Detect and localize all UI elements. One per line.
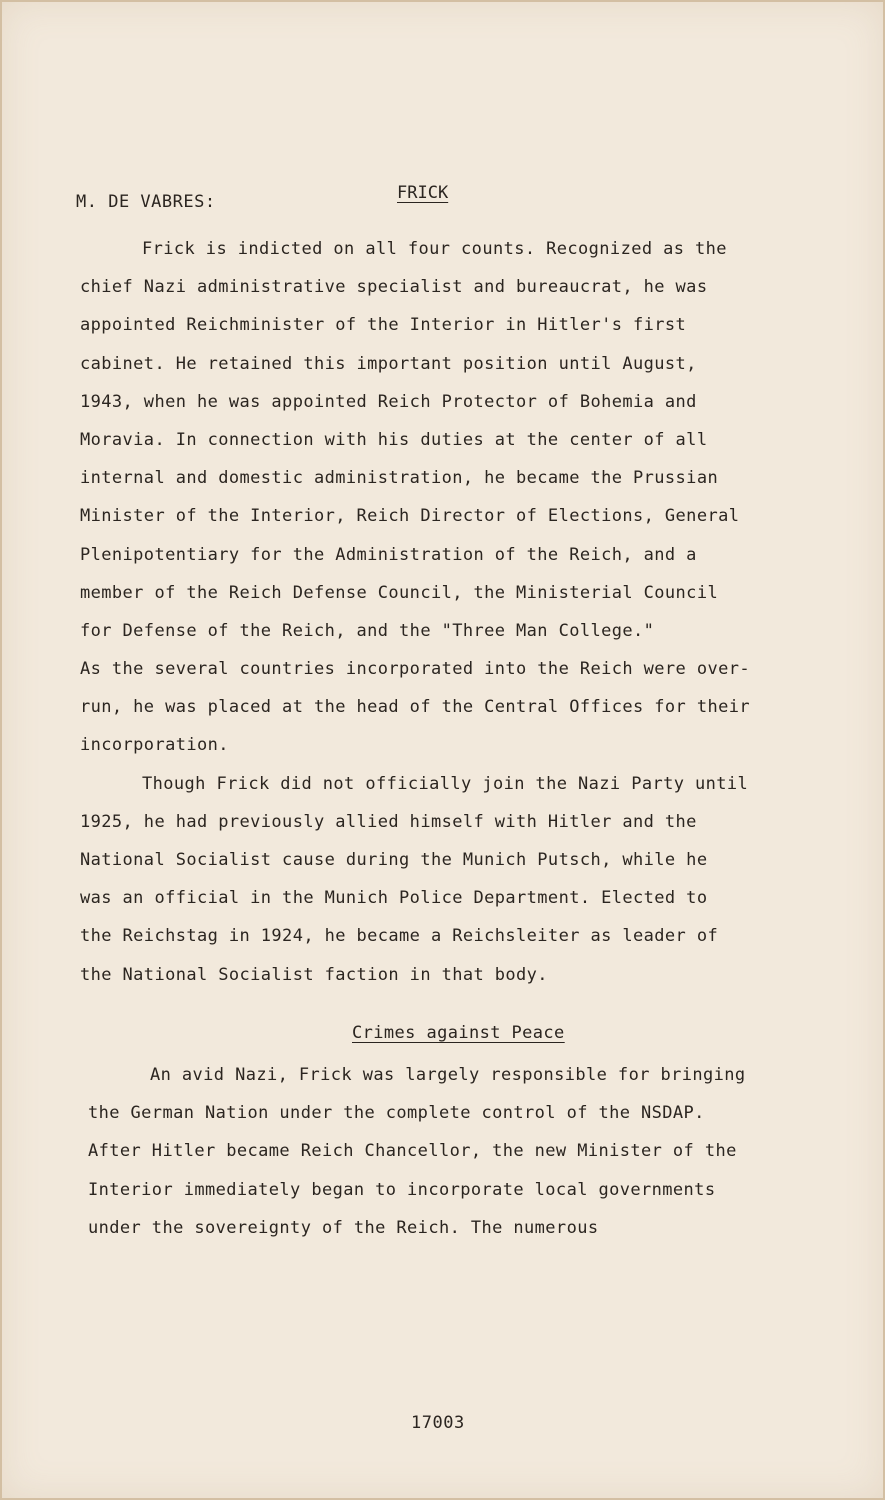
text-line: the German Nation under the complete control of the NSDAP. [88,1103,705,1124]
text-line: Though Frick did not officially join the Nazi Party until [142,773,749,794]
text-line: was an official in the Munich Police Department. Elected to [80,888,708,909]
body-section-2 [88,1056,818,1247]
text-line: Moravia. In connection with his duties at the center of all [80,429,708,450]
text-line: for Defense of the Reich, and the "Three Man College." [80,620,655,641]
section-heading: Crimes against Peace [352,1023,565,1043]
text-line: the Reichstag in 1924, he became a Reichsleiter as leader of [80,926,719,947]
text-line: member of the Reich Defense Council, the Ministerial Council [80,582,719,603]
page-title: FRICK [397,183,449,203]
text-line: Interior immediately began to incorporate local governments [88,1179,716,1200]
text-line: Minister of the Interior, Reich Director of Elections, General [80,506,740,527]
text-line: As the several countries incorporated into the Reich were over- [80,659,750,680]
speaker-label: M. DE VABRES: [76,192,216,212]
text-line: National Socialist cause during the Munich Putsch, while he [80,850,708,870]
text-line: An avid Nazi, Frick was largely responsible for bringing [150,1065,746,1085]
text-line: After Hitler became Reich Chancellor, the new Minister of the [88,1141,737,1162]
text-line: Plenipotentiary for the Administration of the Reich, and a [80,544,697,565]
page-number: 17003 [411,1413,465,1433]
text-line: 1943, when he was appointed Reich Protector of Bohemia and [80,391,697,412]
text-line: under the sovereignty of the Reich. The numerous [88,1217,599,1238]
text-line: appointed Reichminister of the Interior in Hitler's first [80,315,687,336]
text-line: the National Socialist faction in that body. [80,964,548,985]
text-line: 1925, he had previously allied himself with Hitler and the [80,811,697,832]
text-line: run, he was placed at the head of the Central Offices for their [80,697,750,718]
text-line: cabinet. He retained this important position until August, [80,353,697,374]
text-line: incorporation. [80,735,229,756]
body-section-1 [80,230,810,994]
text-line: internal and domestic administration, he became the Prussian [80,468,719,489]
text-line: Frick is indicted on all four counts. Recognized as the [142,239,727,259]
text-line: chief Nazi administrative specialist and bureaucrat, he was [80,277,708,298]
